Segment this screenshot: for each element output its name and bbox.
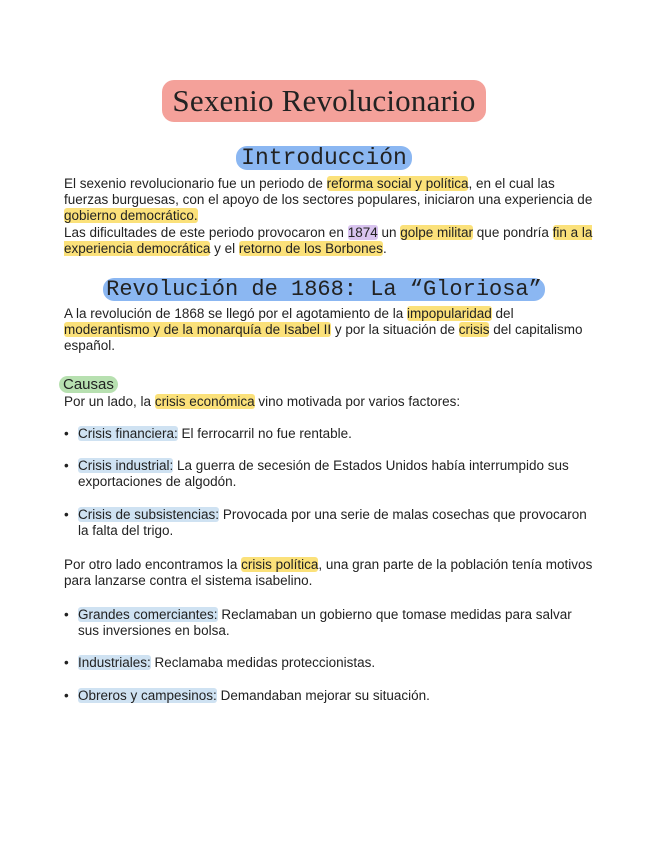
bullet-text: Reclamaba medidas proteccionistas.: [150, 655, 376, 671]
bullet-term: Grandes comerciantes:: [78, 607, 218, 622]
intro-text: [64, 176, 594, 257]
revolution-paragraph: [64, 306, 594, 355]
text-run: que pondría: [473, 224, 553, 240]
bullet-term: Crisis industrial:: [78, 458, 174, 474]
revolution-heading: Revolución de 1868: La “Gloriosa”: [103, 278, 545, 301]
intro-paragraph-2: [64, 225, 594, 257]
highlight: impopularidad: [406, 306, 492, 321]
highlight: fin a la experiencia democrática: [64, 224, 593, 256]
document-title: Sexenio Revolucionario: [162, 80, 485, 122]
text-run: A la revolución de 1868 se llegó por el agotamiento de la: [64, 306, 407, 321]
text-run: Por otro lado encontramos la: [64, 557, 242, 572]
text-run: Por un lado, la: [64, 394, 155, 409]
economic-causes-list: [64, 426, 594, 539]
list-item: [64, 458, 594, 490]
intro-heading-row: [0, 146, 648, 170]
political-intro-paragraph: [64, 557, 594, 589]
list-item: [64, 426, 594, 442]
text-run: .: [382, 240, 387, 256]
text-run: y por la situación de: [331, 322, 459, 338]
highlight-year: 1874: [347, 224, 378, 240]
highlight: golpe militar: [400, 224, 474, 240]
bullet-text: Provocada por una serie de malas cosechas que provocaron la falta del trigo.: [78, 506, 587, 538]
revolution-text: [64, 306, 594, 355]
bullet-term: Industriales:: [78, 655, 151, 671]
highlight: crisis: [458, 322, 490, 338]
bullet-text: Demandaban mejorar su situación.: [216, 687, 430, 703]
intro-paragraph-1: [64, 176, 594, 225]
bullet-text: La guerra de secesión de Estados Unidos había interrumpido sus exportaciones de algodón.: [78, 458, 569, 490]
list-item: [64, 655, 594, 671]
bullet-term: Crisis financiera:: [78, 426, 178, 441]
text-run: , en el cual las fuerzas burguesas, con el apoyo de los sectores populares, iniciaron una experiencia de: [64, 176, 593, 208]
text-run: y el: [210, 240, 239, 256]
text-run: El sexenio revolucionario fue un periodo de: [64, 176, 327, 191]
revolution-heading-row: [0, 278, 648, 301]
causes-intro-paragraph: [64, 394, 594, 410]
political-intro: [64, 557, 594, 589]
highlight: crisis económica: [154, 394, 255, 409]
bullet-text: Reclamaban un gobierno que tomase medidas para salvar sus inversiones en bolsa.: [78, 607, 572, 639]
title-row: [0, 80, 648, 122]
text-run: del: [491, 306, 514, 321]
political-causes-list: [64, 607, 594, 704]
bullet-term: Crisis de subsistencias:: [78, 506, 220, 522]
list-item: [64, 688, 594, 704]
bullet-text: El ferrocarril no fue rentable.: [177, 426, 352, 441]
highlight: crisis política: [241, 557, 319, 572]
text-run: vino motivada por varios factores:: [254, 394, 461, 409]
intro-heading: Introducción: [236, 146, 412, 170]
text-run: Las dificultades de este periodo provocaron en: [64, 224, 348, 240]
list-item: [64, 607, 594, 639]
list-item: [64, 507, 594, 539]
causes-intro: [64, 394, 594, 410]
text-run: del capitalismo español.: [64, 322, 583, 354]
highlight: retorno de los Borbones: [238, 240, 383, 256]
causes-heading: Causas: [59, 376, 118, 393]
highlight: reforma social y política: [326, 176, 469, 191]
text-run: , una gran parte de la población tenía motivos para lanzarse contra el sistema isabelino.: [64, 557, 593, 589]
highlight: gobierno democrático.: [64, 208, 198, 224]
text-run: un: [377, 224, 401, 240]
bullet-term: Obreros y campesinos:: [78, 687, 217, 703]
highlight: moderantismo y de la monarquía de Isabel II: [64, 322, 332, 338]
